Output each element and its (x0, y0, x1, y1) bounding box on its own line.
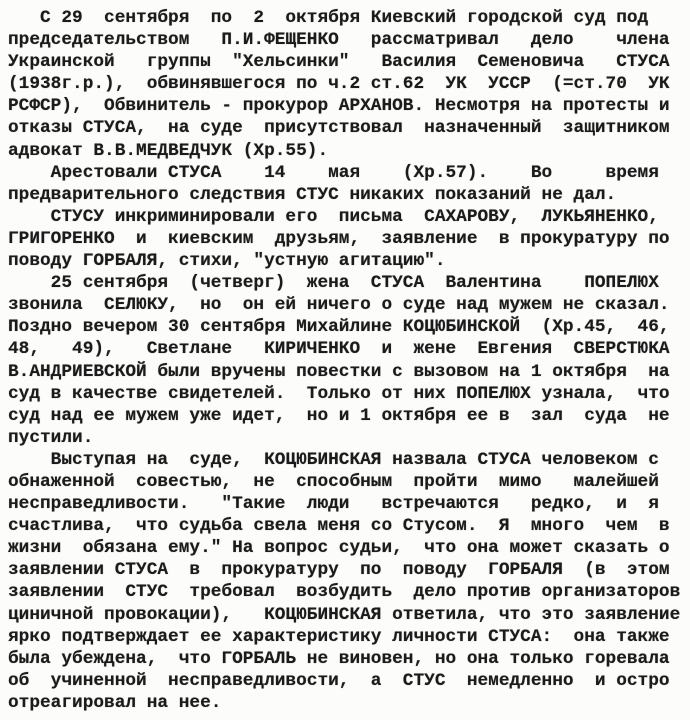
text-line: была убеждена, что ГОРБАЛЬ не виновен, но она только горевала (8, 648, 670, 669)
text-line: адвокат В.В.МЕДВЕДЧУК (Хр.55). (8, 140, 329, 161)
text-line: Поздно вечером 30 сентября Михайлине КОЦЮБИНСКОЙ (Хр.45, 46, (8, 317, 670, 338)
text-line: Арестовали СТУСА 14 мая (Хр.57). Во время (8, 162, 659, 183)
text-line: отказы СТУСА, на суде присутствовал назначенный защитником (8, 118, 670, 139)
text-line: обнаженной совестью, не способным пройти мимо малейшей (8, 471, 659, 492)
text-line: ГРИГОРЕНКО и киевским друзьям, заявление в прокуратуру по (8, 228, 670, 249)
text-line: суд над ее мужем уже идет, но и 1 октября ее в зал суда не (8, 405, 670, 426)
text-line: об учиненной несправедливости, а СТУС немедленно и остро (8, 670, 670, 691)
text-line: отреагировал на нее. (8, 692, 222, 713)
text-line: Украинской группы "Хельсинки" Василия Семеновича СТУСА (8, 52, 670, 73)
text-line: заявлении СТУС требовал возбудить дело против организаторов (8, 582, 681, 603)
text-line: пустили. (8, 427, 94, 448)
text-line: ярко подтверждает ее характеристику личности СТУСА: она также (8, 626, 670, 647)
text-line: Выступая на суде, КОЦЮБИНСКАЯ назвала СТУСА человеком с (8, 449, 659, 470)
text-line: счастлива, что судьба свела меня со Стусом. Я много чем в (8, 516, 670, 537)
text-line: СТУСУ инкриминировали его письма САХАРОВУ, ЛУКЬЯНЕНКО, (8, 206, 659, 227)
text-line: заявлении СТУСА в прокуратуру по поводу ГОРБАЛЯ (в этом (8, 560, 670, 581)
text-line: В.АНДРИЕВСКОЙ были вручены повестки с вызовом на 1 октября на (8, 361, 670, 382)
text-line: циничной провокации), КОЦЮБИНСКАЯ ответила, что это заявление (8, 604, 681, 625)
text-line: предварительного следствия СТУС никаких показаний не дал. (8, 184, 617, 205)
text-line: 25 сентября (четверг) жена СТУСА Валентина ПОПЕЛЮХ (8, 273, 659, 294)
text-line: звонила СЕЛЮКУ, но он ей ничего о суде над мужем не сказал. (8, 295, 670, 316)
text-line: (1938г.р.), обвинявшегося по ч.2 ст.62 УК УССР (=ст.70 УК (8, 74, 670, 95)
text-line: несправедливости. "Такие люди встречаются редко, и я (8, 494, 659, 515)
text-line: председательством П.И.ФЕЩЕНКО рассматривал дело члена (8, 30, 670, 51)
text-line: жизни обязана ему." На вопрос судьи, что она может сказать о (8, 538, 670, 559)
text-line: поводу ГОРБАЛЯ, стихи, "устную агитацию". (8, 251, 446, 272)
text-line: С 29 сентября по 2 октября Киевский городской суд под (8, 8, 649, 28)
text-line: суд в качестве свидетелей. Только от них ПОПЕЛЮХ узнала, что (8, 383, 670, 404)
text-line: РСФСР), Обвинитель - прокурор АРХАНОВ. Несмотря на протесты и (8, 96, 670, 117)
text-line: 48, 49), Светлане КИРИЧЕНКО и жене Евгения СВЕРСТЮКА (8, 339, 670, 360)
